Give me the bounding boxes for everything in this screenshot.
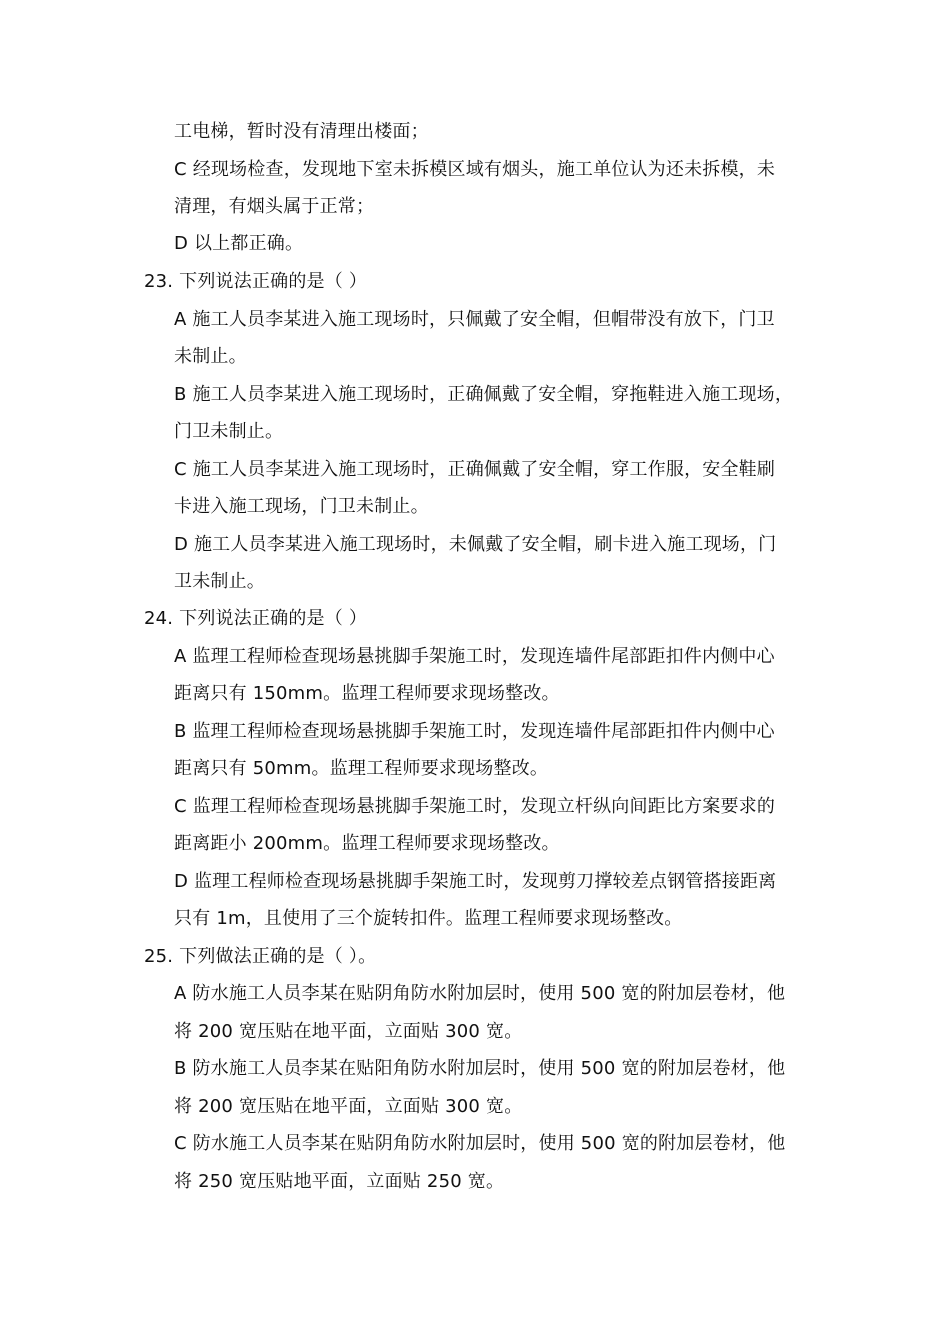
option-b: B 监理工程师检查现场悬挑脚手架施工时，发现连墙件尾部距扣件内侧中心 [174, 721, 775, 742]
option-d: D 施工人员李某进入施工现场时，未佩戴了安全帽，刷卡进入施工现场，门 [174, 534, 777, 555]
question-23: 23. 下列说法正确的是（ ） [144, 271, 368, 292]
option-a: A 防水施工人员李某在贴阴角防水附加层时，使用 500 宽的附加层卷材，他 [174, 983, 786, 1004]
question-24: 24. 下列说法正确的是（ ） [144, 608, 368, 629]
option-c: C 监理工程师检查现场悬挑脚手架施工时，发现立杆纵向间距比方案要求的 [174, 796, 776, 817]
question-25: 25. 下列做法正确的是（ ）。 [144, 946, 377, 967]
option-a: A 施工人员李某进入施工现场时，只佩戴了安全帽，但帽带没有放下，门卫 [174, 309, 775, 330]
text-line: 距离只有 150mm。监理工程师要求现场整改。 [174, 683, 560, 704]
text-line: 将 200 宽压贴在地平面，立面贴 300 宽。 [174, 1021, 523, 1042]
text-line: 将 200 宽压贴在地平面，立面贴 300 宽。 [174, 1096, 523, 1117]
text-line: 工电梯，暂时没有清理出楼面； [174, 121, 429, 142]
text-line: 卡进入施工现场，门卫未制止。 [174, 496, 429, 517]
text-line: 将 250 宽压贴地平面，立面贴 250 宽。 [174, 1171, 505, 1192]
text-line: 距离距小 200mm。监理工程师要求现场整改。 [174, 833, 560, 854]
option-c: C 经现场检查，发现地下室未拆模区域有烟头，施工单位认为还未拆模，未 [174, 159, 776, 180]
option-d: D 监理工程师检查现场悬挑脚手架施工时，发现剪刀撑较差点钢管搭接距离 [174, 871, 777, 892]
option-c: C 施工人员李某进入施工现场时，正确佩戴了安全帽，穿工作服，安全鞋刷 [174, 459, 776, 480]
text-line: 未制止。 [174, 346, 247, 367]
text-line: 清理，有烟头属于正常； [174, 196, 375, 217]
text-line: 距离只有 50mm。监理工程师要求现场整改。 [174, 758, 549, 779]
option-b: B 施工人员李某进入施工现场时，正确佩戴了安全帽，穿拖鞋进入施工现场， [174, 384, 794, 405]
option-b: B 防水施工人员李某在贴阳角防水附加层时，使用 500 宽的附加层卷材，他 [174, 1058, 786, 1079]
option-d: D 以上都正确。 [174, 233, 304, 254]
option-c: C 防水施工人员李某在贴阴角防水附加层时，使用 500 宽的附加层卷材，他 [174, 1133, 786, 1154]
text-line: 门卫未制止。 [174, 421, 284, 442]
text-line: 卫未制止。 [174, 571, 265, 592]
text-line: 只有 1m，且使用了三个旋转扣件。监理工程师要求现场整改。 [174, 908, 683, 929]
option-a: A 监理工程师检查现场悬挑脚手架施工时，发现连墙件尾部距扣件内侧中心 [174, 646, 775, 667]
